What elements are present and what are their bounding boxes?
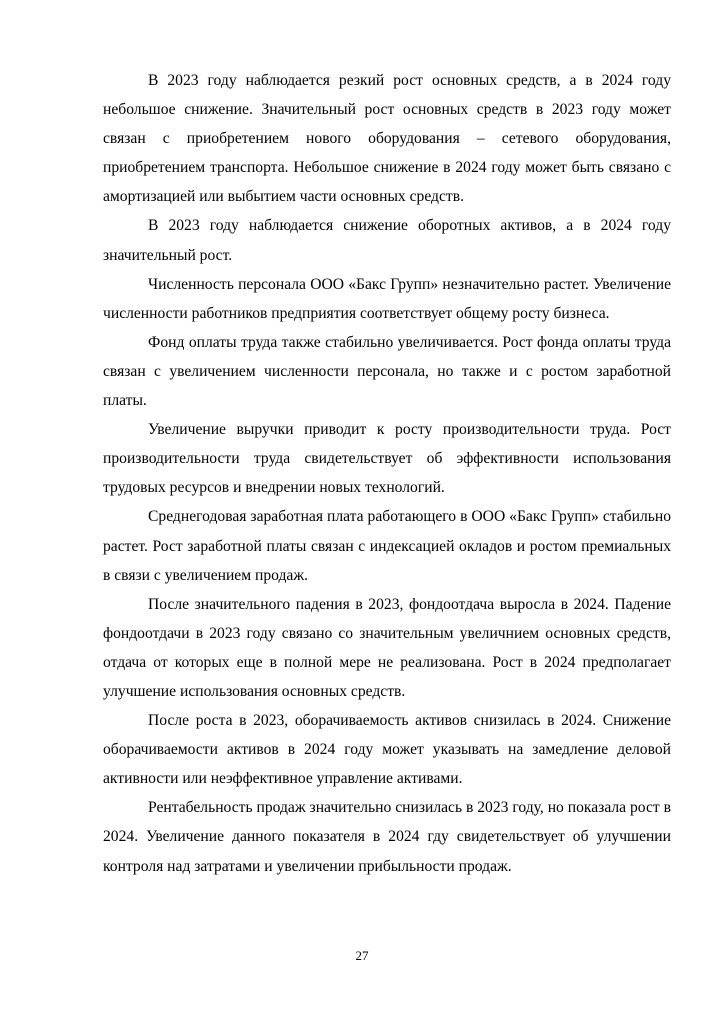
paragraph-capital-productivity: После значительного падения в 2023, фондоотдача выросла в 2024. Падение фондоотдачи в 2023 году связано со значительным увеличнием основных средств, отдача от которых еще в полной мере не реализована. Рост в 2024 предполагает улучшение использования основных средств. xyxy=(103,595,671,700)
page-number: 27 xyxy=(355,948,369,963)
paragraph-payroll-fund: Фонд оплаты труда также стабильно увеличивается. Рост фонда оплаты труда связан с увеличением численности персонала, но также и с ростом заработной платы. xyxy=(103,333,671,410)
paragraph-sales-profitability: Рентабельность продаж значительно снизилась в 2023 году, но показала рост в 2024. Увеличение данного показателя в 2024 гду свидетельствует об улучшении контроля над затратами и увеличении прибыльности продаж. xyxy=(103,799,671,875)
paragraph-current-assets: В 2023 году наблюдается снижение оборотных активов, а в 2024 году значительный рост. xyxy=(103,217,671,264)
paragraph-asset-turnover: После роста в 2023, оборачиваемость активов снизилась в 2024. Снижение оборачиваемости активов в 2024 году может указывать на замедление деловой активности или неэффективное управление активами. xyxy=(103,712,671,788)
paragraph-fixed-assets: В 2023 году наблюдается резкий рост основных средств, а в 2024 году небольшое снижение. Значительный рост основных средств в 2023 году может связан с приобретением нового оборудования – сетевого оборудования, приобретением транспорта. Небольшое снижение в 2024 году может быть связано с амортизацией или выбытием части основных средств. xyxy=(103,72,671,206)
paragraph-labor-productivity: Увеличение выручки приводит к росту производительности труда. Рост производительности труда свидетельствует об эффективности использования трудовых ресурсов и внедрении новых технологий. xyxy=(103,421,671,497)
document-body xyxy=(103,66,671,881)
paragraph-headcount: Численность персонала ООО «Бакс Групп» незначительно растет. Увеличение численности работников предприятия соответствует общему росту бизнеса. xyxy=(103,275,671,322)
paragraph-average-salary: Среднегодовая заработная плата работающего в ООО «Бакс Групп» стабильно растет. Рост заработной платы связан с индексацией окладов и ростом премиальных в связи с увеличением продаж. xyxy=(103,508,671,584)
